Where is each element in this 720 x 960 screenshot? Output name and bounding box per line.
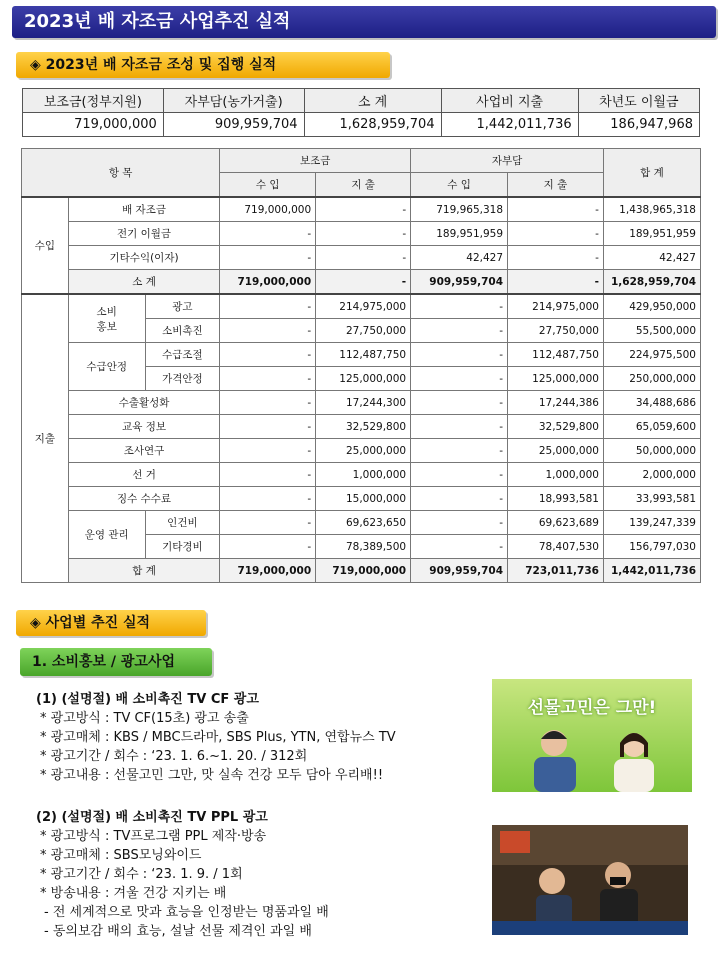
ad1-title: (1) (설명절) 배 소비촉진 TV CF 광고	[36, 692, 259, 707]
row-label: 소 계	[68, 270, 219, 295]
cell-value: 17,244,300	[316, 391, 411, 415]
cell-value: 78,389,500	[316, 535, 411, 559]
cell-value: -	[220, 367, 316, 391]
cell-value: -	[411, 511, 508, 535]
row-label: 배 자조금	[68, 197, 219, 222]
cell-value: 1,628,959,704	[603, 270, 700, 295]
section-heading-funding: ◈ 2023년 배 자조금 조성 및 집행 실적	[16, 52, 390, 78]
table-row	[22, 246, 701, 270]
cell-value: -	[411, 463, 508, 487]
row-label: 기타수익(이자)	[68, 246, 219, 270]
cell-value: -	[411, 439, 508, 463]
table-row	[22, 415, 701, 439]
cell-value: -	[220, 319, 316, 343]
cell-value: -	[220, 343, 316, 367]
cell-value: -	[220, 246, 316, 270]
cell-value: 909,959,704	[411, 559, 508, 583]
cell-value: 429,950,000	[603, 294, 700, 319]
summary-value: 909,959,704	[163, 113, 304, 137]
cell-value: -	[411, 535, 508, 559]
ad2-line: * 광고방식 : TV프로그램 PPL 제작·방송	[40, 829, 267, 844]
header-income: 수 입	[411, 173, 508, 198]
row-label: 수급조절	[145, 343, 220, 367]
cell-value: -	[411, 343, 508, 367]
cell-value: 139,247,339	[603, 511, 700, 535]
summary-value: 186,947,968	[578, 113, 699, 137]
cell-value: -	[316, 197, 411, 222]
ad2-line: * 방송내용 : 겨울 건강 지키는 배	[40, 886, 227, 901]
ad2-line: * 광고기간 / 회수 : ‘23. 1. 9. / 1회	[40, 867, 243, 882]
cell-value: 42,427	[603, 246, 700, 270]
cell-value: 27,750,000	[508, 319, 604, 343]
cell-value: -	[316, 270, 411, 295]
cell-value: 1,000,000	[508, 463, 604, 487]
row-label: 가격안정	[145, 367, 220, 391]
row-label: 선 거	[68, 463, 219, 487]
row-label: 소비촉진	[145, 319, 220, 343]
cell-value: 214,975,000	[316, 294, 411, 319]
cell-value: -	[220, 391, 316, 415]
category-label: 운영 관리	[68, 511, 145, 559]
tv-cf-ad-image	[492, 679, 692, 792]
cell-value: -	[508, 197, 604, 222]
cell-value: 65,059,600	[603, 415, 700, 439]
ad1-line: * 광고매체 : KBS / MBC드라마, SBS Plus, YTN, 연합뉴스 TV	[40, 730, 396, 745]
header-self-burden: 자부담	[411, 149, 604, 173]
cell-value: 25,000,000	[316, 439, 411, 463]
cell-value: 125,000,000	[508, 367, 604, 391]
ad2-line: - 전 세계적으로 맛과 효능을 인정받는 명품과일 배	[44, 905, 329, 920]
cell-value: -	[220, 439, 316, 463]
summary-value: 719,000,000	[23, 113, 164, 137]
cell-value: 32,529,800	[316, 415, 411, 439]
summary-value-row	[23, 113, 700, 137]
ad2-line: - 동의보감 배의 효능, 설날 선물 제격인 과일 배	[44, 924, 312, 939]
cell-value: -	[220, 294, 316, 319]
cell-value: 719,000,000	[220, 559, 316, 583]
cell-value: 719,000,000	[220, 270, 316, 295]
summary-table	[22, 88, 700, 137]
cell-value: -	[411, 415, 508, 439]
cell-value: 112,487,750	[316, 343, 411, 367]
summary-header: 자부담(농가거출)	[163, 89, 304, 113]
ad-image-caption: 선물고민은 그만!	[527, 698, 657, 718]
ad1-line: * 광고내용 : 선물고민 그만, 맛 실속 건강 모두 담아 우리배!!	[40, 768, 384, 783]
page-title: 2023년 배 자조금 사업추진 실적	[12, 6, 716, 38]
header-expense: 지 출	[508, 173, 604, 198]
cell-value: 719,965,318	[411, 197, 508, 222]
ad2-line: * 광고매체 : SBS모닝와이드	[40, 848, 202, 863]
cell-value: 214,975,000	[508, 294, 604, 319]
cell-value: -	[411, 294, 508, 319]
cell-value: -	[508, 246, 604, 270]
broadcast-scene-illustration	[492, 825, 688, 935]
table-row	[22, 391, 701, 415]
cell-value: 156,797,030	[603, 535, 700, 559]
row-label: 인건비	[145, 511, 220, 535]
summary-header-row	[23, 89, 700, 113]
group-income: 수입	[22, 197, 69, 294]
cell-value: 69,623,689	[508, 511, 604, 535]
ad2-block	[36, 808, 329, 941]
cell-value: -	[220, 415, 316, 439]
row-label: 전기 이월금	[68, 222, 219, 246]
cell-value: -	[316, 246, 411, 270]
cell-value: 125,000,000	[316, 367, 411, 391]
table-row	[22, 343, 701, 367]
ad1-block	[36, 690, 396, 785]
cell-value: 32,529,800	[508, 415, 604, 439]
cell-value: 42,427	[411, 246, 508, 270]
summary-header: 소 계	[304, 89, 441, 113]
header-expense: 지 출	[316, 173, 411, 198]
category-label: 수급안정	[68, 343, 145, 391]
cell-value: 18,993,581	[508, 487, 604, 511]
row-label: 기타경비	[145, 535, 220, 559]
cell-value: 25,000,000	[508, 439, 604, 463]
summary-header: 사업비 지출	[441, 89, 578, 113]
cell-value: -	[411, 487, 508, 511]
table-row	[22, 222, 701, 246]
cell-value: 78,407,530	[508, 535, 604, 559]
table-row	[22, 439, 701, 463]
header-income: 수 입	[220, 173, 316, 198]
cell-value: -	[220, 222, 316, 246]
cell-value: 50,000,000	[603, 439, 700, 463]
summary-value: 1,442,011,736	[441, 113, 578, 137]
section-heading-projects: ◈ 사업별 추진 실적	[16, 610, 206, 636]
cell-value: 112,487,750	[508, 343, 604, 367]
header-subsidy: 보조금	[220, 149, 411, 173]
table-row	[22, 463, 701, 487]
cell-value: -	[508, 222, 604, 246]
cell-value: 250,000,000	[603, 367, 700, 391]
row-label: 교육 정보	[68, 415, 219, 439]
cell-value: -	[411, 391, 508, 415]
group-expense: 지출	[22, 294, 69, 583]
header-total: 합 계	[603, 149, 700, 198]
table-row	[22, 197, 701, 222]
summary-value: 1,628,959,704	[304, 113, 441, 137]
ad-people-illustration	[492, 679, 692, 792]
cell-value: 189,951,959	[603, 222, 700, 246]
cell-value: 27,750,000	[316, 319, 411, 343]
subsection-heading-promo: 1. 소비홍보 / 광고사업	[20, 648, 212, 676]
row-label: 합 계	[68, 559, 219, 583]
cell-value: -	[316, 222, 411, 246]
header-item: 항 목	[22, 149, 220, 198]
detail-table	[21, 148, 701, 583]
row-label: 조사연구	[68, 439, 219, 463]
category-label: 소비 홍보	[68, 294, 145, 343]
row-label: 징수 수수료	[68, 487, 219, 511]
cell-value: 909,959,704	[411, 270, 508, 295]
cell-value: -	[508, 270, 604, 295]
cell-value: -	[411, 319, 508, 343]
cell-value: 719,000,000	[220, 197, 316, 222]
cell-value: -	[220, 463, 316, 487]
cell-value: 189,951,959	[411, 222, 508, 246]
table-row	[22, 294, 701, 319]
cell-value: 69,623,650	[316, 511, 411, 535]
row-label: 수출활성화	[68, 391, 219, 415]
cell-value: 2,000,000	[603, 463, 700, 487]
summary-header: 차년도 이월금	[578, 89, 699, 113]
cell-value: 17,244,386	[508, 391, 604, 415]
cell-value: 719,000,000	[316, 559, 411, 583]
subtotal-row	[22, 270, 701, 295]
row-label: 광고	[145, 294, 220, 319]
cell-value: 33,993,581	[603, 487, 700, 511]
cell-value: 723,011,736	[508, 559, 604, 583]
cell-value: 1,000,000	[316, 463, 411, 487]
cell-value: 34,488,686	[603, 391, 700, 415]
cell-value: 1,438,965,318	[603, 197, 700, 222]
cell-value: 55,500,000	[603, 319, 700, 343]
cell-value: 1,442,011,736	[603, 559, 700, 583]
cell-value: 15,000,000	[316, 487, 411, 511]
cell-value: 224,975,500	[603, 343, 700, 367]
ad1-line: * 광고방식 : TV CF(15초) 광고 송출	[40, 711, 249, 726]
tv-ppl-broadcast-image	[492, 825, 688, 935]
summary-header: 보조금(정부지원)	[23, 89, 164, 113]
ad1-line: * 광고기간 / 회수 : ‘23. 1. 6.~1. 20. / 312회	[40, 749, 308, 764]
cell-value: -	[220, 511, 316, 535]
cell-value: -	[220, 535, 316, 559]
table-row	[22, 487, 701, 511]
ad2-title: (2) (설명절) 배 소비촉진 TV PPL 광고	[36, 810, 268, 825]
table-row	[22, 511, 701, 535]
total-row	[22, 559, 701, 583]
cell-value: -	[220, 487, 316, 511]
cell-value: -	[411, 367, 508, 391]
